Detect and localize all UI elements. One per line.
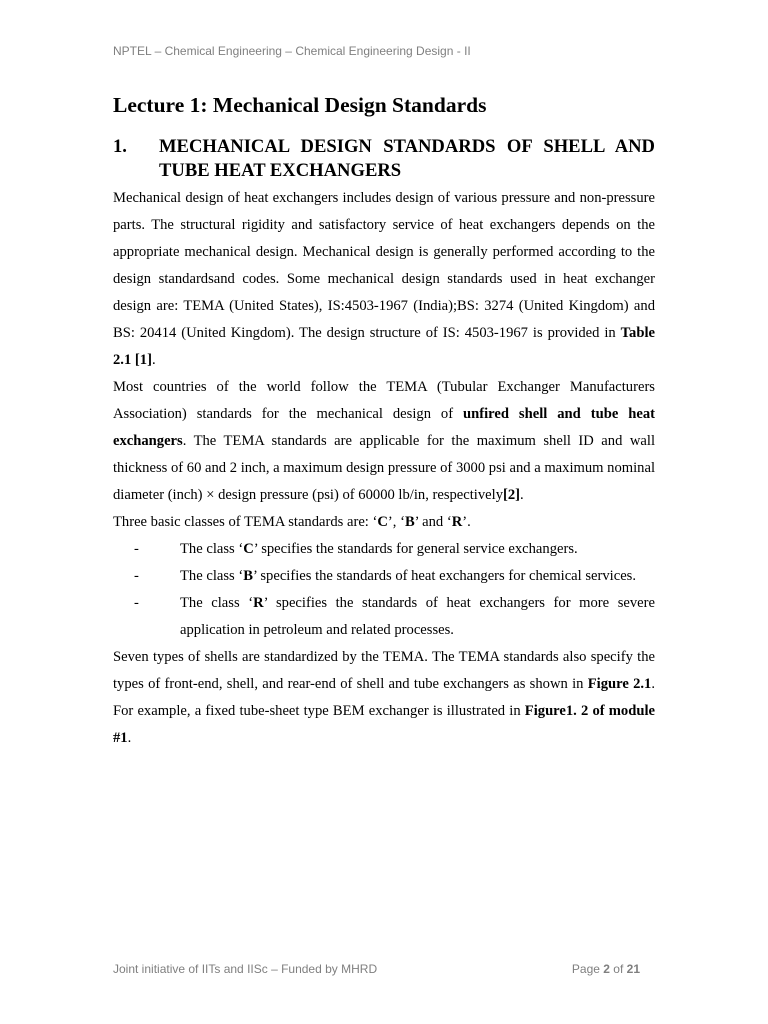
page-number: Page 2 of 21 xyxy=(571,962,640,976)
lecture-title: Lecture 1: Mechanical Design Standards xyxy=(113,93,487,117)
paragraph-classes-intro: Three basic classes of TEMA standards are: ‘C’, ‘B’ and ‘R’. xyxy=(113,514,471,530)
page-header: NPTEL – Chemical Engineering – Chemical Engineering Design - II xyxy=(113,44,471,58)
page-footer: Joint initiative of IITs and IISc – Funded by MHRD xyxy=(113,962,378,976)
figure-reference-module: Figure1. 2 of module #1 xyxy=(113,703,655,746)
list-item: - The class ‘B’ specifies the standards of heat exchangers for chemical services. xyxy=(113,563,655,590)
figure-reference: Figure 2.1 xyxy=(587,676,652,692)
list-bullet: - xyxy=(134,595,139,611)
paragraph-tema: Most countries of the world follow the TEMA (Tubular Exchanger Manufacturers Association) standards for the mechanical design of unfired shell and tube heat exchangers. The TEMA standards are applicable for the maximum shell ID and wall thickness of 60 and 2 inch, a maximum design pressure of 3000 psi and a maximum nominal diameter (inch) × design pressure (psi) of 60000 lb/in, respectively[2]. xyxy=(113,379,655,503)
tema-class-list xyxy=(113,536,655,644)
list-item: - The class ‘R’ specifies the standards of heat exchangers for more severe application in petroleum and related processes. xyxy=(113,590,655,644)
citation-1: [1] xyxy=(134,352,152,368)
emphasis-unfired: unfired shell and tube heat exchangers xyxy=(113,406,655,449)
section-heading xyxy=(113,135,655,183)
section-number: 1. xyxy=(113,136,127,157)
paragraph-design-standards: Mechanical design of heat exchangers includes design of various pressure and non-pressure parts. The structural rigidity and satisfactory service of heat exchangers depends on the appropriate mechanical design. Mechanical design is generally performed according to the design standardsand codes. Some mechanical design standards used in heat exchanger design are: TEMA (United States), IS:4503-1967 (India);BS: 3274 (United Kingdom) and BS: 20414 (United Kingdom). The design structure of IS: 4503-1967 is provided in Table 2.1 [1]. xyxy=(113,190,655,368)
list-bullet: - xyxy=(134,541,139,557)
section-title: MECHANICAL DESIGN STANDARDS OF SHELL AND TUBE HEAT EXCHANGERS xyxy=(159,136,655,181)
list-bullet: - xyxy=(134,568,139,584)
citation-2: [2] xyxy=(503,487,521,503)
page-content xyxy=(113,88,655,752)
list-item: - The class ‘C’ specifies the standards for general service exchangers. xyxy=(113,536,655,563)
table-reference: Table 2.1 xyxy=(113,325,655,368)
paragraph-shell-types: Seven types of shells are standardized by the TEMA. The TEMA standards also specify the types of front-end, shell, and rear-end of shell and tube exchangers as shown in Figure 2.1. For example, a fixed tube-sheet type BEM exchanger is illustrated in Figure1. 2 of module #1. xyxy=(113,649,655,746)
